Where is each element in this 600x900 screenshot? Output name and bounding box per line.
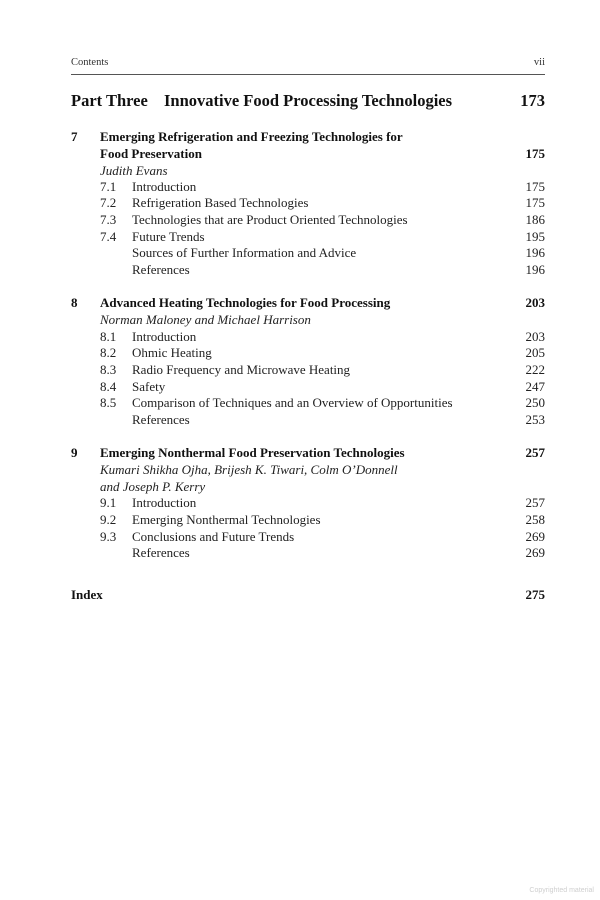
running-header — [71, 57, 545, 71]
section-number: 8.2 — [100, 345, 117, 360]
section-page: 175 — [525, 179, 545, 194]
section-number: 7.4 — [100, 229, 117, 244]
chapter-7-title-row-2[interactable] — [71, 145, 545, 162]
section-title: Introduction — [132, 495, 197, 510]
chapter-number: 8 — [71, 295, 78, 310]
section-page: 257 — [525, 495, 545, 510]
section-title: Conclusions and Future Trends — [132, 529, 295, 544]
section-page: 186 — [525, 212, 545, 227]
section-number: 9.1 — [100, 495, 117, 510]
chapter-authors-continued: and Joseph P. Kerry — [100, 479, 206, 494]
chapter-title-continued: Food Preservation — [100, 146, 202, 161]
toc-entry[interactable] — [71, 394, 545, 411]
section-title: Refrigeration Based Technologies — [132, 195, 309, 210]
chapter-authors: Judith Evans — [100, 163, 168, 178]
section-number: 9.3 — [100, 529, 117, 544]
chapter-9-authors-2 — [71, 478, 545, 495]
chapter-page: 203 — [525, 295, 545, 310]
section-page: 195 — [525, 229, 545, 244]
section-page: 196 — [525, 262, 545, 277]
index-label: Index — [71, 587, 103, 602]
chapter-7-title-row[interactable] — [71, 128, 545, 145]
chapter-title: Advanced Heating Technologies for Food Processing — [100, 295, 391, 310]
section-title: Technologies that are Product Oriented Technologies — [132, 212, 408, 227]
section-number: 7.1 — [100, 179, 117, 194]
chapter-9-authors — [71, 461, 545, 478]
index-row[interactable] — [71, 586, 545, 603]
toc-entry[interactable] — [71, 528, 545, 545]
header-title: Contents — [71, 57, 109, 68]
header-rule — [71, 74, 545, 75]
copyright-watermark: Copyrighted material — [529, 887, 594, 894]
section-title: Safety — [132, 379, 166, 394]
chapter-9-title-row[interactable] — [71, 444, 545, 461]
toc-entry[interactable] — [71, 178, 545, 195]
section-number: 8.3 — [100, 362, 117, 377]
chapter-7-authors — [71, 162, 545, 179]
toc-entry[interactable] — [71, 344, 545, 361]
toc-entry[interactable] — [71, 361, 545, 378]
section-title: Ohmic Heating — [132, 345, 212, 360]
section-page: 205 — [525, 345, 545, 360]
section-title: Introduction — [132, 329, 197, 344]
chapter-number: 9 — [71, 445, 78, 460]
section-number: 7.2 — [100, 195, 117, 210]
section-title: Introduction — [132, 179, 197, 194]
section-page: 203 — [525, 329, 545, 344]
section-title: Sources of Further Information and Advice — [132, 245, 357, 260]
toc-entry[interactable] — [71, 328, 545, 345]
section-title: References — [132, 545, 190, 560]
toc-entry[interactable] — [71, 244, 545, 261]
section-page: 222 — [525, 362, 545, 377]
part-title: Innovative Food Processing Technologies — [164, 91, 453, 110]
chapter-authors: Norman Maloney and Michael Harrison — [100, 312, 311, 327]
section-title: Comparison of Techniques and an Overview of Opportunities — [132, 395, 453, 410]
toc-entry[interactable] — [71, 511, 545, 528]
toc-entry[interactable] — [71, 544, 545, 561]
toc-entry[interactable] — [71, 261, 545, 278]
part-page: 173 — [520, 91, 545, 110]
section-title: Future Trends — [132, 229, 205, 244]
section-number: 8.4 — [100, 379, 117, 394]
section-number: 8.1 — [100, 329, 117, 344]
section-title: References — [132, 412, 190, 427]
toc-entry[interactable] — [71, 194, 545, 211]
toc-entry[interactable] — [71, 378, 545, 395]
section-page: 253 — [525, 412, 545, 427]
section-page: 247 — [525, 379, 545, 394]
section-page: 269 — [525, 529, 545, 544]
section-page: 175 — [525, 195, 545, 210]
chapter-8-authors — [71, 311, 545, 328]
section-page: 196 — [525, 245, 545, 260]
section-title: References — [132, 262, 190, 277]
chapter-page: 257 — [525, 445, 545, 460]
chapter-title: Emerging Nonthermal Food Preservation Technologies — [100, 445, 405, 460]
index-page: 275 — [525, 587, 545, 602]
section-number: 8.5 — [100, 395, 117, 410]
section-page: 258 — [525, 512, 545, 527]
section-page: 250 — [525, 395, 545, 410]
toc-entry[interactable] — [71, 411, 545, 428]
chapter-8-title-row[interactable] — [71, 294, 545, 311]
section-number: 7.3 — [100, 212, 117, 227]
toc-entry[interactable] — [71, 211, 545, 228]
toc-entry[interactable] — [71, 228, 545, 245]
section-title: Emerging Nonthermal Technologies — [132, 512, 321, 527]
header-page-number: vii — [533, 57, 545, 68]
chapter-title: Emerging Refrigeration and Freezing Technologies for — [100, 129, 403, 144]
chapter-authors: Kumari Shikha Ojha, Brijesh K. Tiwari, Colm O’Donnell — [100, 462, 398, 477]
section-page: 269 — [525, 545, 545, 560]
section-number: 9.2 — [100, 512, 117, 527]
part-label: Part Three — [71, 91, 148, 110]
toc-entry[interactable] — [71, 494, 545, 511]
section-title: Radio Frequency and Microwave Heating — [132, 362, 351, 377]
chapter-number: 7 — [71, 129, 78, 144]
chapter-page: 175 — [525, 146, 545, 161]
